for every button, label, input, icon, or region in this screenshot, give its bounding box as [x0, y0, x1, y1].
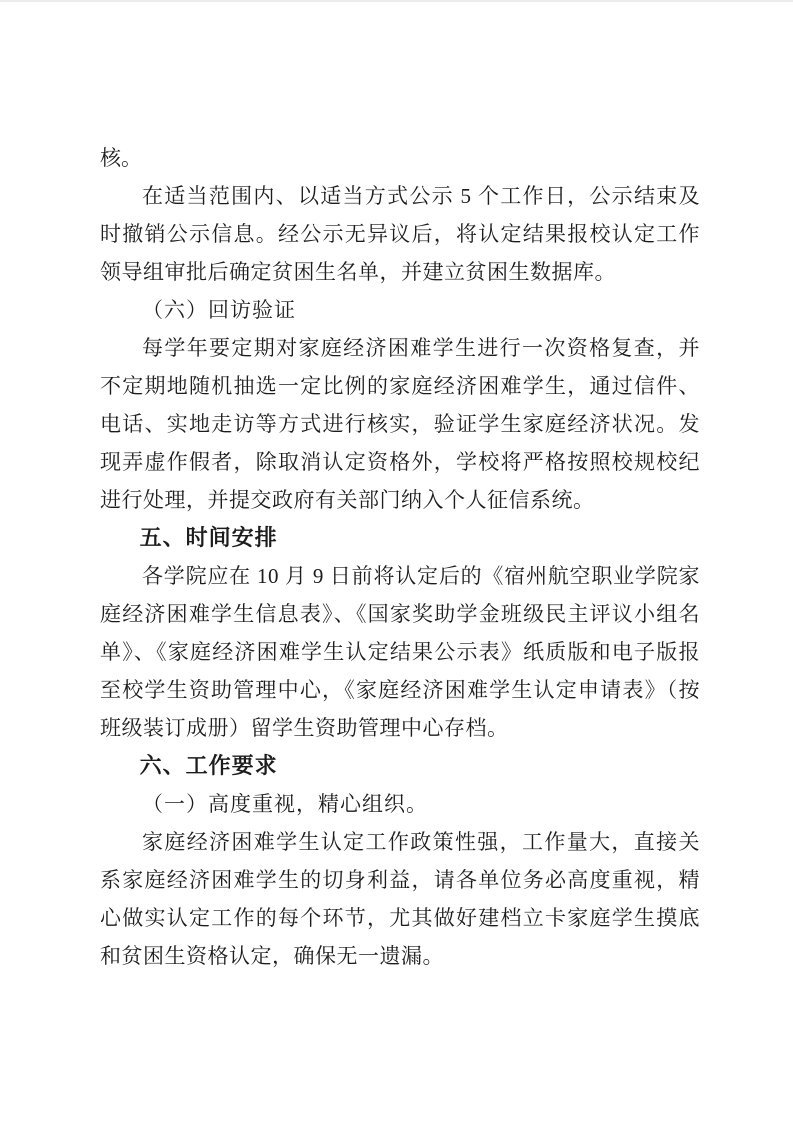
- paragraph-continuation: 核。: [100, 146, 142, 170]
- subsection-heading-1-zhongshi: （一）高度重视，精心组织。: [142, 792, 428, 816]
- section-heading-5-schedule: 五、时间安排: [139, 525, 278, 550]
- paragraph-verification: 每学年要定期对家庭经济困难学生进行一次资格复查，并不定期地随机抽选一定比例的家庭经济困难学生，通过信件、电话、实地走访等方式进行核实，验证学生家庭经济状况。发现弄虚作假者，除取消认定资格外，学校将严格按照校规校纪进行处理，并提交政府有关部门纳入个人征信系统。: [100, 336, 700, 512]
- paragraph-schedule: 各学院应在 10 月 9 日前将认定后的《宿州航空职业学院家庭经济困难学生信息表》、《国家奖助学金班级民主评议小组名单》、《家庭经济困难学生认定结果公示表》纸质版和电子版报至校学生资助管理中心，《家庭经济困难学生认定申请表》（按班级装订成册）留学生资助管理中心存档。: [100, 564, 700, 740]
- section-heading-6-requirements: 六、工作要求: [139, 753, 278, 778]
- paragraph-requirements: 家庭经济困难学生认定工作政策性强，工作量大，直接关系家庭经济困难学生的切身利益，请各单位务必高度重视，精心做实认定工作的每个环节，尤其做好建档立卡家庭学生摸底和贫困生资格认定，确保无一遗漏。: [100, 830, 700, 968]
- document-content: [100, 139, 700, 975]
- subsection-heading-6-huifang: （六）回访验证: [142, 298, 296, 322]
- paragraph-publicity: 在适当范围内、以适当方式公示 5 个工作日，公示结束及时撤销公示信息。经公示无异议后，将认定结果报校认定工作领导组审批后确定贫困生名单，并建立贫困生数据库。: [100, 184, 700, 284]
